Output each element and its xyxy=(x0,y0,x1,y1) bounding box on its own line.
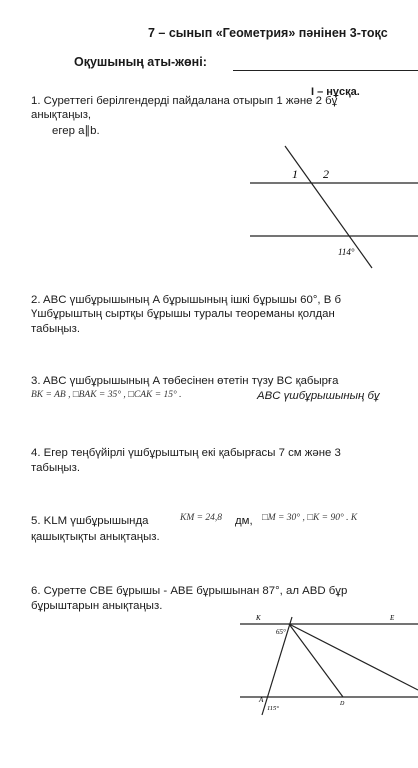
question-2-line-3: табыңыз. xyxy=(31,323,80,335)
question-6-line-1: 6. Суретте CBE бұрышы - ABE бұрышынан 87°, ал ABD бұр xyxy=(31,585,348,597)
question-5-formula-2: □M = 30° , □K = 90° . K xyxy=(262,513,358,523)
question-1-line-3: егер a∥b. xyxy=(52,125,100,137)
worksheet-title: 7 – сынып «Геометрия» пәнінен 3-тоқс xyxy=(148,26,388,40)
point-a-label: A xyxy=(259,696,264,704)
segment-be xyxy=(289,624,418,690)
angle-65-label: 65° xyxy=(276,628,286,636)
angle-114-label: 114° xyxy=(338,247,355,257)
point-k-label: K xyxy=(256,614,261,622)
segment-bd xyxy=(289,624,343,697)
point-e-label: E xyxy=(390,614,395,622)
question-5-unit: дм, xyxy=(235,515,253,527)
question-4-line-1: 4. Егер теңбүйірлі үшбұрыштың екі қабырғасы 7 см және 3 xyxy=(31,447,341,459)
angle-115-label: 115° xyxy=(267,705,279,712)
variant-label: І – нұсқа. xyxy=(311,86,360,98)
point-d-label: D xyxy=(340,701,345,707)
question-3-line-2: ABC үшбұрышының бұ xyxy=(257,390,380,402)
question-5-line-1: 5. KLM үшбұрышында xyxy=(31,515,149,527)
student-name-label: Оқушының аты-жөні: xyxy=(74,55,207,69)
angle-1-label: 1 xyxy=(292,167,298,181)
question-4-line-2: табыңыз. xyxy=(31,462,80,474)
question-3-formula: BK = AB , □BAK = 35° , □CAK = 15° . xyxy=(31,390,182,400)
question-1-line-2: анықтаңыз, xyxy=(31,109,92,121)
question-5-line-2: қашықтықты анықтаңыз. xyxy=(31,531,160,543)
question-2-line-2: Үшбұрыштың сыртқы бұрышы туралы теореманы қолдан xyxy=(31,308,335,320)
angle-2-label: 2 xyxy=(323,167,329,181)
question-5-formula-1: KM = 24,8 xyxy=(180,513,223,523)
question-6-line-2: бұрыштарын анықтаңыз. xyxy=(31,600,163,612)
question-2-line-1: 2. ABC үшбұрышының A бұрышының ішкі бұрышы 60°, B б xyxy=(31,294,342,306)
question-3-line-1: 3. ABC үшбұрышының A төбесінен өтетін түзу BC қабырға xyxy=(31,375,339,387)
question-1-line-1: 1. Суреттегі берілгендерді пайдалана отырып 1 және 2 бұ xyxy=(31,95,338,107)
